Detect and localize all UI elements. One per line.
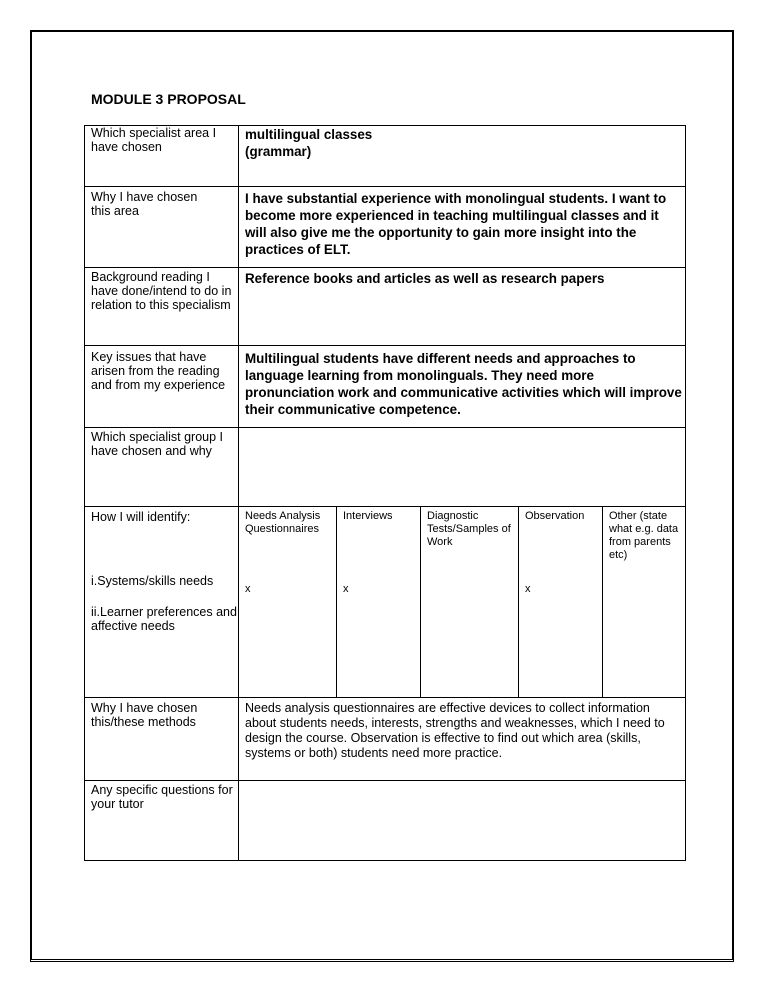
background-reading-answer: Reference books and articles as well as research papers — [245, 271, 605, 286]
why-area-label: Why I have chosen this area — [91, 190, 198, 218]
row-divider — [84, 780, 686, 781]
key-issues-label: Key issues that have arisen from the reading and from my experience — [91, 350, 226, 392]
method-observation: Observation — [525, 510, 585, 522]
identify-sub2: ii.Learner preferences and affective needs — [91, 605, 237, 633]
why-methods-label: Why I have chosen this/these methods — [91, 701, 198, 729]
specialist-area-label: Which specialist area I have chosen — [91, 126, 217, 154]
method-divider — [518, 506, 519, 697]
table-border-bottom — [84, 860, 686, 861]
method-other: Other (state what e.g. data from parents etc) — [609, 510, 679, 561]
specialist-area-answer-line1: multilingual classes — [245, 127, 373, 142]
row-divider — [84, 267, 686, 268]
key-issues-answer: Multilingual students have different needs and approaches to language learning from monolinguals. They need more pronunciation work and communicative activities which will improve their communicative competence. — [245, 351, 682, 417]
row-divider — [84, 506, 686, 507]
row-divider — [84, 345, 686, 346]
mark-observation: x — [525, 583, 531, 595]
method-divider — [336, 506, 337, 697]
why-methods-answer: Needs analysis questionnaires are effective devices to collect information about students needs, interests, strengths and weaknesses, which I need to design the course. Observation is effective to find out which area (skills, systems or both) students need more practice. — [245, 701, 665, 760]
row-divider — [84, 186, 686, 187]
table-border-left — [84, 125, 85, 861]
specialist-group-label: Which specialist group I have chosen and why — [91, 430, 224, 458]
page-border — [30, 30, 734, 962]
specialist-area-answer — [239, 126, 684, 160]
mark-needs-analysis: x — [245, 583, 251, 595]
method-diagnostic-tests: Diagnostic Tests/Samples of Work — [427, 510, 511, 548]
row-divider — [84, 427, 686, 428]
row-divider — [84, 697, 686, 698]
questions-label: Any specific questions for your tutor — [91, 783, 233, 811]
mark-interviews: x — [343, 583, 349, 595]
background-reading-label: Background reading I have done/intend to do in relation to this specialism — [91, 270, 232, 312]
method-needs-analysis: Needs Analysis Questionnaires — [245, 510, 321, 535]
method-interviews: Interviews — [343, 510, 393, 522]
why-area-answer: I have substantial experience with monolingual students. I want to become more experienced in teaching multilingual classes and it will also give me the opportunity to gain more insight into the practices of ELT. — [245, 191, 667, 257]
identify-sub1: i.Systems/skills needs — [91, 574, 214, 588]
document-title: MODULE 3 PROPOSAL — [91, 91, 246, 107]
identify-label: How I will identify: — [91, 510, 191, 524]
table-border-right — [685, 125, 686, 861]
specialist-area-answer-line2: (grammar) — [245, 144, 312, 159]
